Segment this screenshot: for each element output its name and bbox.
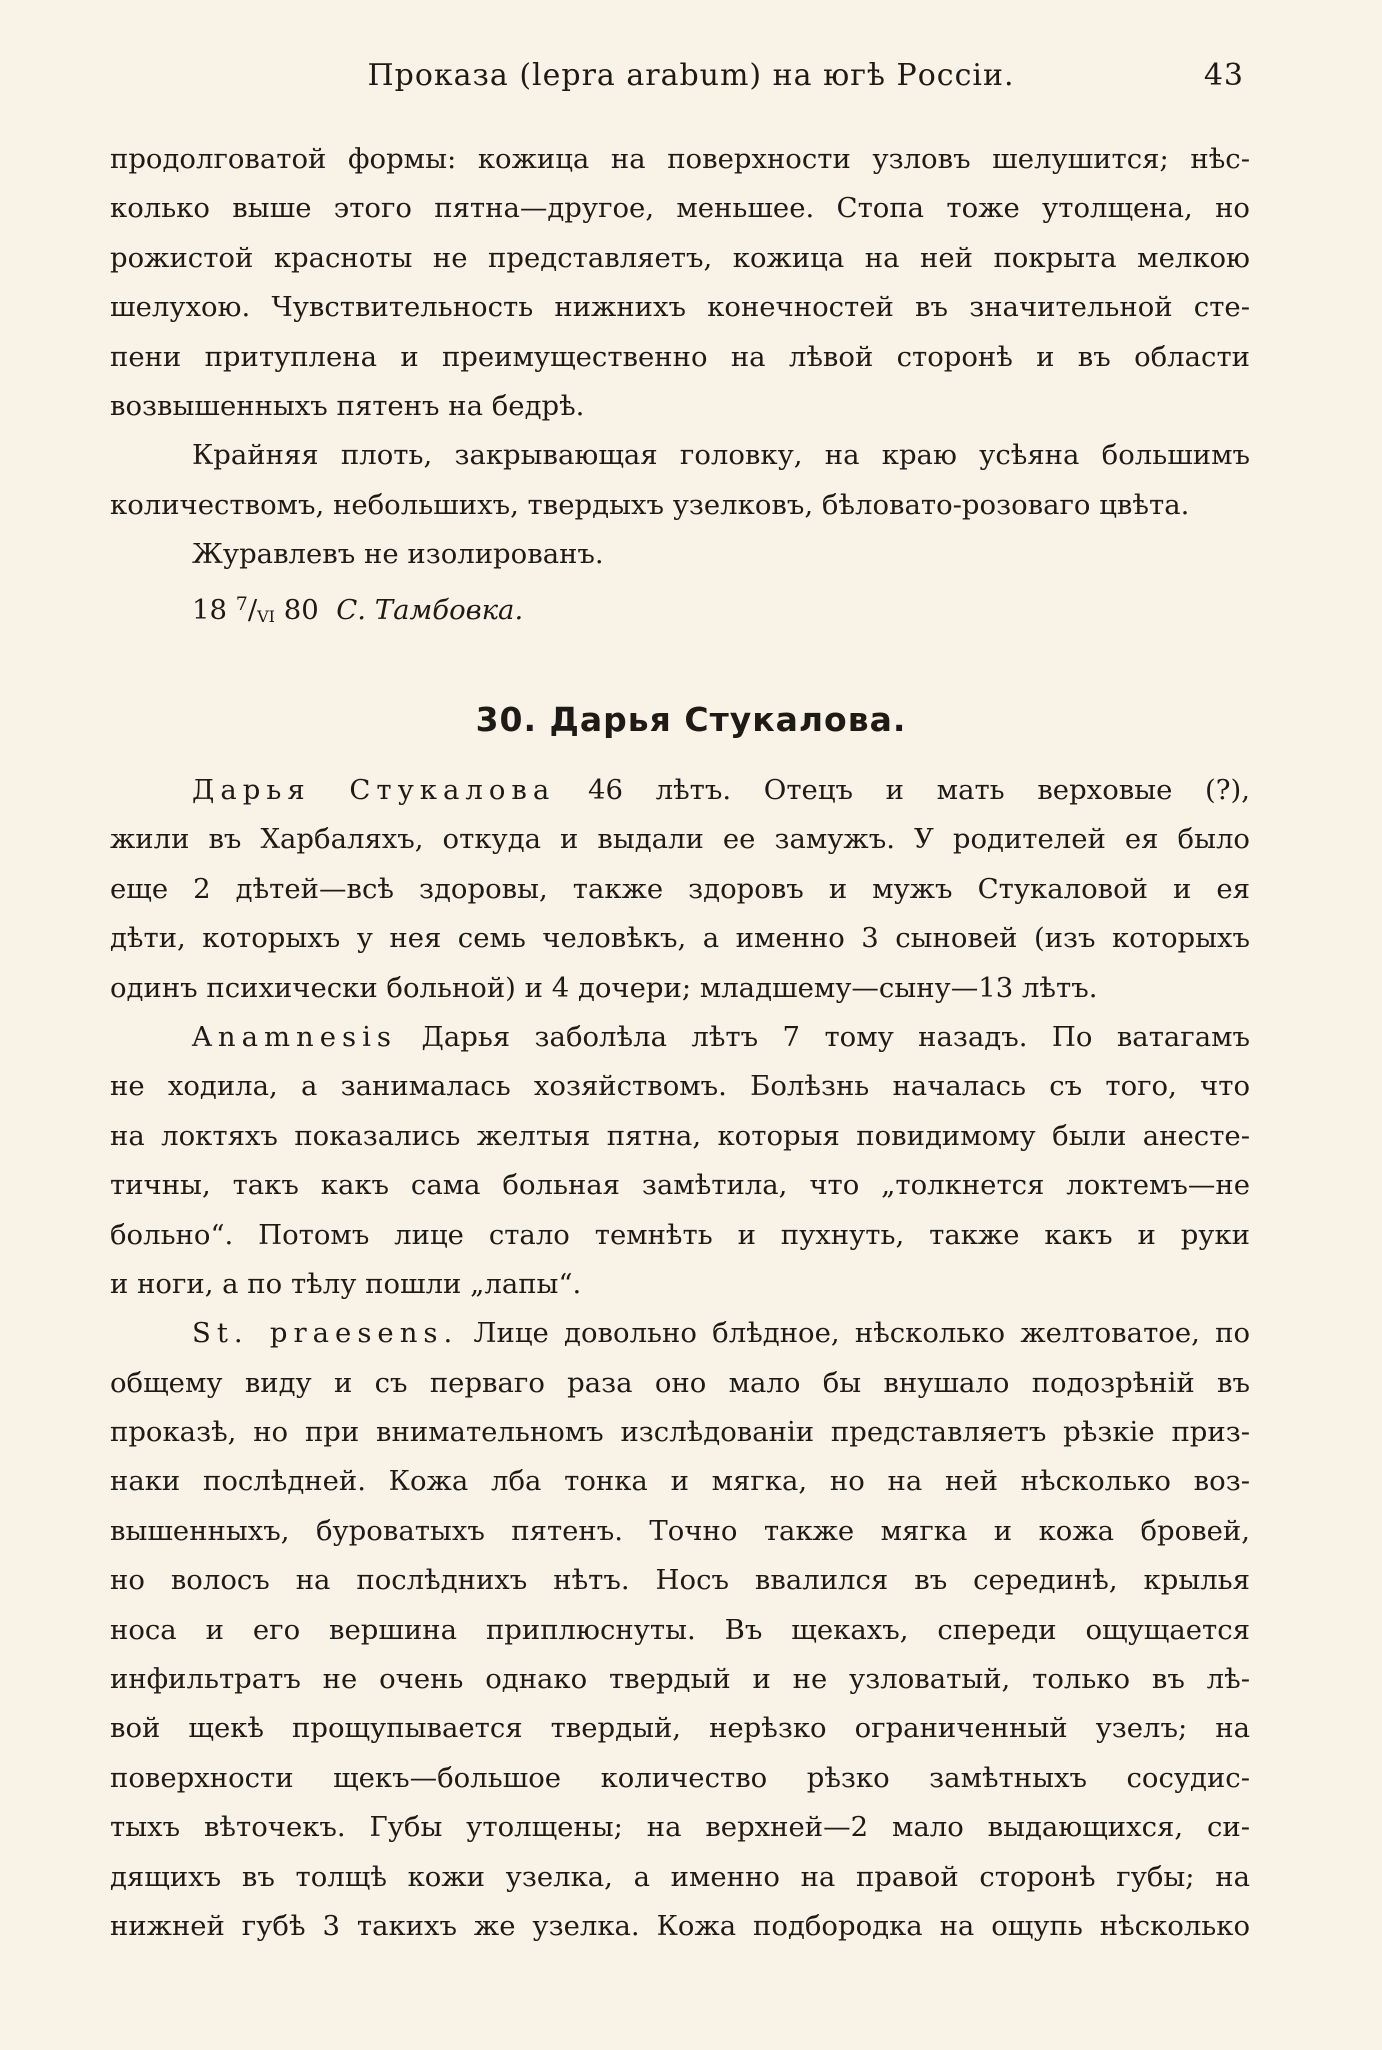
page-number: 43	[1203, 58, 1244, 93]
text-fragment: Лице довольно блѣдное, нѣсколько желтоватое, по	[458, 1317, 1250, 1350]
text-line: инфильтратъ не очень однако твердый и не узловатый, только въ лѣ-	[110, 1663, 1250, 1696]
text-line: тичны, такъ какъ сама больная замѣтила, что „толкнется локтемъ—не	[110, 1169, 1250, 1202]
text-line: больно“. Потомъ лице стало темнѣть и пухнуть, также какъ и руки	[110, 1218, 1250, 1251]
running-title: Проказа (lepra arabum) на югѣ Россіи.	[367, 58, 1015, 93]
text-line: продолговатой формы: кожица на поверхности узловъ шелушится; нѣс-	[110, 143, 1250, 175]
date-day: 18	[192, 593, 227, 626]
text-line: не ходила, а занималась хозяйствомъ. Болѣзнь началась съ того, что	[110, 1070, 1250, 1103]
text-line: колько выше этого пятна—другое, меньшее. Стопа тоже утолщена, но	[110, 192, 1250, 225]
text-line: общему виду и съ перваго раза оно мало бы внушало подозрѣній въ	[110, 1366, 1250, 1399]
text-line: жили въ Харбаляхъ, откуда и выдали ее замужъ. У родителей ея было	[110, 823, 1250, 856]
section-heading: 30. Дарья Стукалова.	[475, 700, 907, 739]
text-line	[110, 1309, 1250, 1358]
text-line: поверхности щекъ—большое количество рѣзко замѣтныхъ сосудис-	[110, 1761, 1250, 1794]
date-year: 80	[283, 593, 319, 626]
text-line	[110, 1013, 1250, 1062]
text-line: пени притуплена и преимущественно на лѣвой сторонѣ и въ области	[110, 340, 1250, 373]
text-line: одинъ психически больной) и 4 дочери; младшему—сыну—13 лѣтъ.	[110, 971, 1098, 1004]
isolation-note: Журавлевъ не изолированъ.	[192, 538, 604, 571]
text-line: рожистой красноты не представляетъ, кожица на ней покрыта мелкою	[110, 241, 1250, 274]
text-line: нижней губѣ 3 такихъ же узелка. Кожа подбородка на ощупь нѣсколько	[110, 1909, 1250, 1942]
date-month-num: 7	[235, 592, 248, 615]
text-line: но волосъ на послѣднихъ нѣтъ. Носъ ввалился въ серединѣ, крылья	[110, 1564, 1250, 1597]
anamnesis-label: Anamnesis	[192, 1020, 398, 1053]
text-line: вой щекѣ прощупывается твердый, нерѣзко ограниченный узелъ; на	[110, 1712, 1250, 1745]
continued-text	[110, 135, 1250, 629]
case-text	[110, 766, 1250, 1951]
text-fragment: 46 лѣтъ. Отецъ и мать верховые (?),	[555, 774, 1251, 806]
date-line	[110, 580, 1250, 629]
text-line: еще 2 дѣтей—всѣ здоровы, также здоровъ и мужъ Стукаловой и ея	[110, 872, 1250, 905]
date-fraction: $^7/_{VI}$	[235, 592, 275, 626]
text-line: дѣти, которыхъ у нея семь человѣкъ, а именно 3 сыновей (изъ которыхъ	[110, 922, 1250, 955]
text-line: Крайняя плоть, закрывающая головку, на краю усѣяна большимъ	[192, 439, 1250, 472]
text-line: и ноги, а по тѣлу пошли „лапы“.	[110, 1267, 582, 1300]
text-fragment: Дарья заболѣла лѣтъ 7 тому назадъ. По ватагамъ	[397, 1020, 1250, 1053]
praesens-label: St. praesens.	[192, 1317, 459, 1350]
text-line: наки послѣдней. Кожа лба тонка и мягка, но на ней нѣсколько воз-	[110, 1465, 1250, 1498]
text-line: носа и его вершина приплюснуты. Въ щекахъ, спереди ощущается	[110, 1613, 1250, 1646]
patient-name: Дарья Стукалова	[192, 774, 556, 806]
text-line: количествомъ, небольшихъ, твердыхъ узелковъ, бѣловато-розоваго цвѣта.	[110, 488, 1190, 521]
text-line: шелухою. Чувствительность нижнихъ конечностей въ значительной сте-	[110, 291, 1250, 324]
date-month-den: VI	[257, 606, 275, 626]
text-line: тыхъ вѣточекъ. Губы утолщены; на верхней—2 мало выдающихся, си-	[110, 1811, 1250, 1844]
text-line: возвышенныхъ пятенъ на бедрѣ.	[110, 389, 585, 422]
text-line	[110, 766, 1250, 815]
running-head	[0, 58, 1382, 98]
text-line: дящихъ въ толщѣ кожи узелка, а именно на правой сторонѣ губы; на	[110, 1860, 1250, 1893]
text-line: на локтяхъ показались желтыя пятна, которыя повидимому были анесте-	[110, 1119, 1250, 1152]
text-line: вышенныхъ, буроватыхъ пятенъ. Точно также мягка и кожа бровей,	[110, 1514, 1250, 1547]
date-place: С. Тамбовка.	[336, 593, 524, 626]
text-line: проказѣ, но при внимательномъ изслѣдованіи представляетъ рѣзкіе приз-	[110, 1416, 1250, 1449]
